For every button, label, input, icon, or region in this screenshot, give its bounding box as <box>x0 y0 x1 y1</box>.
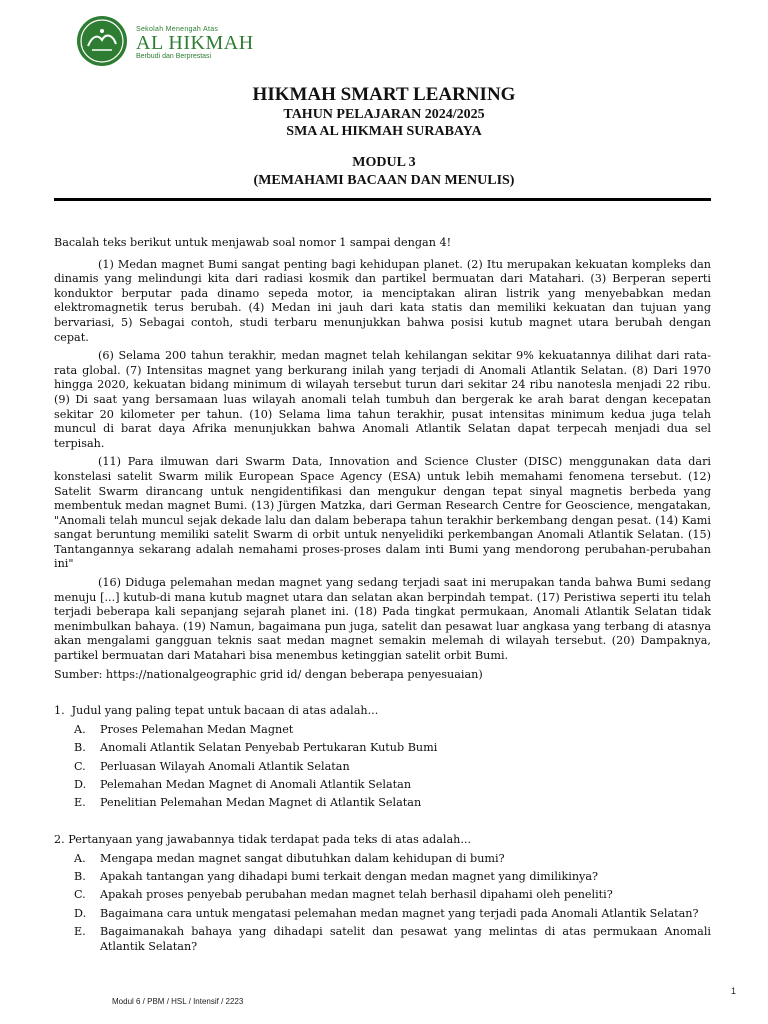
option-b[interactable]: B. Anomali Atlantik Selatan Penyebab Pertukaran Kutub Bumi <box>74 741 438 755</box>
school-name: SMA AL HIKMAH SURABAYA <box>286 124 482 139</box>
option-e[interactable]: E. Bagaimanakah bahaya yang dihadapi satelit dan pesawat yang melintas di atas permukaan Anomali Atlantik Selatan? <box>74 925 711 953</box>
option-a[interactable]: A. Proses Pelemahan Medan Magnet <box>74 722 294 736</box>
page-number: 1 <box>730 986 736 996</box>
answer-options <box>54 852 711 955</box>
option-d[interactable]: D. Bagaimana cara untuk mengatasi pelemahan medan magnet yang terjadi pada Anomali Atlantik Selatan? <box>74 906 699 920</box>
al-hikmah-emblem-icon <box>74 14 132 68</box>
reading-paragraph-2: (6) Selama 200 tahun terakhir, medan magnet telah kehilangan sekitar 9% kekuatannya dilihat dari rata-rata global. (7) Intensitas magnet yang berkurang inilah yang terjadi di Anomali Atlantik Selatan. (8) Dari 1970 hingga 2020, kekuatan bidang minimum di wilayah tersebut turun dari sekitar 24 ribu nanotesla menjadi 22 ribu. (9) Di saat yang bersamaan luas wilayah anomali telah tumbuh dan bergerak ke arah barat dengan kecepatan sekitar 20 kilometer per tahun. (10) Selama lima tahun terakhir, pusat intensitas minimum kedua juga telah muncul di barat daya Afrika menunjukkan bahwa Anomali Atlantik Selatan dapat terpecah menjadi dua sel terpisah. <box>54 349 711 450</box>
question-number: 2. <box>54 832 65 846</box>
document-body <box>54 236 711 958</box>
reading-paragraph-4: (16) Diduga pelemahan medan magnet yang sedang terjadi saat ini merupakan tanda bahwa Bumi sedang menuju [...] kutub-di mana kutub magnet utara dan selatan akan berpindah tempat. (17) Peristiwa seperti itu telah terjadi beberapa kali sepanjang sejarah planet ini. (18) Pada tingkat permukaan, Anomali Atlantik Selatan tidak menimbulkan bahaya. (19) Namun, bagaimana pun juga, satelit dan pesawat luar angkasa yang terbang di atasnya akan mengalami gangguan teknis saat medan magnet semakin melemah di wilayah tersebut. (20) Dampaknya, partikel bermuatan dari Matahari bisa menembus ketinggian satelit orbit Bumi. <box>54 576 711 663</box>
reading-instruction: Bacalah teks berikut untuk menjawab soal nomor 1 sampai dengan 4! <box>54 236 452 249</box>
question-2 <box>54 833 711 954</box>
answer-options <box>54 723 711 811</box>
option-e[interactable]: E. Penelitian Pelemahan Medan Magnet di Atlantik Selatan <box>74 796 422 810</box>
reading-paragraph-3: (11) Para ilmuwan dari Swarm Data, Innovation and Science Cluster (DISC) menggunakan data dari konstelasi satelit Swarm milik European Space Agency (ESA) untuk lebih memahami fenomena tersebut. (12) Satelit Swarm dirancang untuk nengidentifikasi dan mengukur dengan tepat sinyal magnetis berbeda yang membentuk medan magnet Bumi. (13) Jürgen Matzka, dari German Research Centre for Geoscience, mengatakan, "Anomali telah muncul sejak dekade lalu dan dalam beberapa tahun terakhir berkembang dengan pesat. (14) Kami sangat beruntung memiliki satelit Swarm di orbit untuk nenyelidiki perkembangan Anomali Atlantik Selatan. (15) Tantangannya sekarang adalah nemahami proses-proses dalam inti Bumi yang mendorong perubahan-perubahan ini" <box>54 455 711 571</box>
document-title: HIKMAH SMART LEARNING <box>252 84 516 105</box>
logo-tagline: Berbudi dan Berprestasi <box>136 53 212 60</box>
option-c[interactable]: C. Apakah proses penyebab perubahan medan magnet telah berhasil dipahami oleh peneliti? <box>74 888 613 902</box>
logo-name: AL HIKMAH <box>136 32 254 54</box>
question-text: Judul yang paling tepat untuk bacaan di atas adalah... <box>71 704 379 718</box>
question-1 <box>54 704 711 811</box>
module-number: MODUL 3 <box>352 155 416 170</box>
module-topic: (MEMAHAMI BACAAN DAN MENULIS) <box>253 173 515 188</box>
academic-year: TAHUN PELAJARAN 2024/2025 <box>283 107 485 122</box>
header-divider <box>54 198 711 201</box>
option-a[interactable]: A. Mengapa medan magnet sangat dibutuhkan dalam kehidupan di bumi? <box>74 851 505 865</box>
source-citation: Sumber: https://nationalgeographic grid id/ dengan beberapa penyesuaian) <box>54 667 483 681</box>
reading-paragraph-1: (1) Medan magnet Bumi sangat penting bagi kehidupan planet. (2) Itu merupakan kekuatan kompleks dan dinamis yang melindungi kita dari radiasi kosmik dan partikel bermuatan dari Matahari. (3) Berperan seperti konduktor berputar pada dinamo sepeda motor, ia menciptakan aliran listrik yang menyebabkan medan elektromagnetik terus berubah. (4) Medan ini jauh dari kata statis dan memiliki kekuatan dan tujuan yang bervariasi, 5) Sebagai contoh, studi terbaru menunjukkan bahwa posisi kutub magnet utara berubah dengan cepat. <box>54 257 711 344</box>
logo-subtitle: Sekolah Menengah Atas <box>136 26 219 33</box>
option-d[interactable]: D. Pelemahan Medan Magnet di Anomali Atlantik Selatan <box>74 777 412 791</box>
document-header <box>0 84 768 189</box>
option-b[interactable]: B. Apakah tantangan yang dihadapi bumi terkait dengan medan magnet yang dimilikinya? <box>74 869 599 883</box>
question-number: 1. <box>54 704 65 718</box>
question-text: Pertanyaan yang jawabannya tidak terdapat pada teks di atas adalah... <box>68 832 472 846</box>
page-footer: Modul 6 / PBM / HSL / Intensif / 2223 <box>112 997 244 1006</box>
option-c[interactable]: C. Perluasan Wilayah Anomali Atlantik Selatan <box>74 759 350 773</box>
school-logo <box>74 14 256 68</box>
